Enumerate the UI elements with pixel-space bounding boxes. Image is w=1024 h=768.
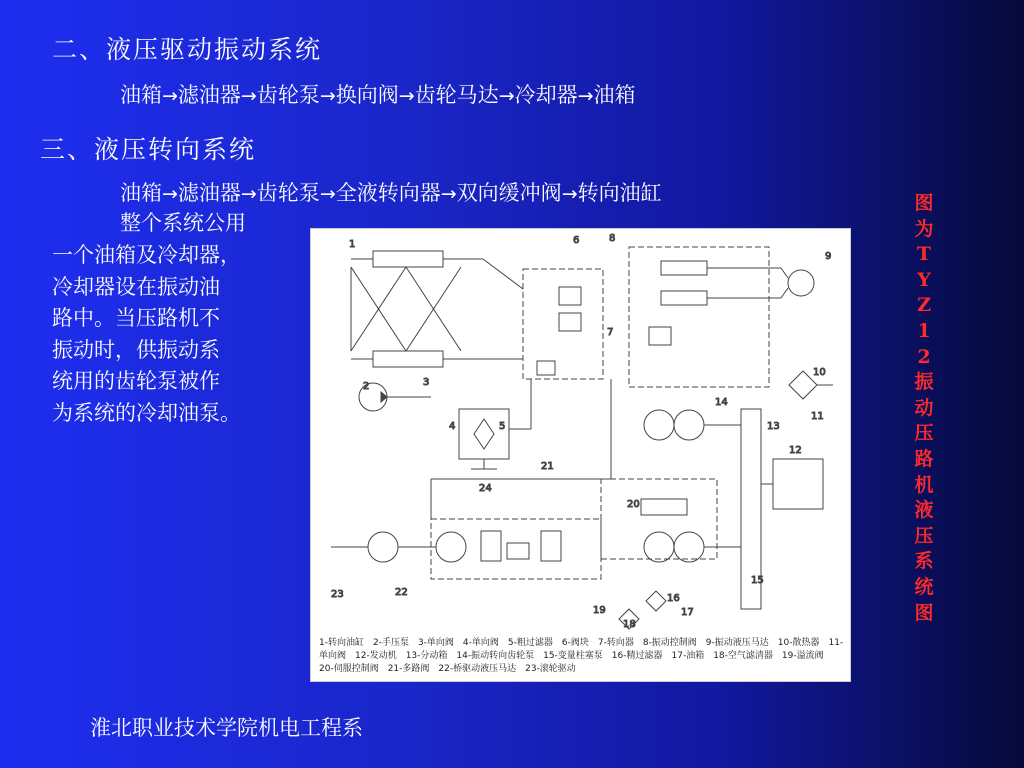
paragraph-line-3: 冷却器设在振动油 [52,274,220,299]
flow-item: 换向阀 [335,83,399,107]
paragraph-line-6: 统用的齿轮泵被作 [52,369,220,393]
paragraph-line-1: 整个系统公用 [120,211,246,235]
component-number: 4 [449,421,456,432]
flow-item: 双向缓冲阀 [456,181,562,205]
hydraulic-diagram [310,228,851,682]
caption-char: 1 [917,319,931,342]
paragraph-line-4: 路中。当压路机不 [52,306,220,330]
arrow-icon: → [561,183,578,205]
flow-item: 油箱 [120,181,162,205]
arrow-icon: → [319,85,336,107]
caption-char: 液 [914,499,934,522]
component-number: 2 [363,381,370,392]
arrow-icon: → [240,183,257,205]
component-number: 21 [541,461,554,472]
caption-char: 动 [914,396,934,419]
paragraph-line-5: 振动时，供振动系 [52,337,220,362]
caption-char: 机 [914,473,934,496]
caption-char: T [916,243,932,266]
caption-char: 压 [914,524,934,547]
flow-item: 齿轮泵 [256,181,320,205]
arrow-icon: → [398,85,415,107]
arrow-icon: → [577,85,594,107]
component-number: 10 [813,367,826,378]
flow-item: 转向油缸 [577,181,662,205]
flow-item: 滤油器 [177,181,241,205]
component-number: 9 [825,251,832,262]
schematic-drawing [311,229,850,634]
component-number: 22 [395,587,408,598]
component-number: 8 [609,233,616,244]
component-number: 1 [349,239,356,250]
component-number: 5 [499,421,506,432]
vertical-caption [912,191,936,626]
component-number: 17 [681,607,694,618]
arrow-icon: → [162,183,178,205]
section2-heading: 二、液压驱动振动系统 [52,35,323,64]
arrow-icon: → [319,183,336,205]
paragraph-body [52,240,307,429]
caption-char: 系 [914,550,934,573]
caption-char: 图 [914,601,934,624]
component-number: 19 [593,605,606,616]
flow-item: 油箱 [593,83,636,107]
component-number: 24 [479,483,492,494]
flow-item: 全液转向器 [335,181,441,205]
component-number: 18 [623,619,636,630]
flow-item: 油箱 [120,83,162,107]
arrow-icon: → [240,85,257,107]
diagram-legend: 1-转向油缸 2-手压泵 3-单向阀 4-单向阀 5-粗过滤器 6-阀块 7-转向器 8-振动控制阀 9-振动液压马达 10-散热器 11-单向阀 12-发动机 13-分动箱 14-振动转向齿轮泵 15-变量柱塞泵 16-精过滤器 17-油箱 18-空气滤清器 19-溢流阀 20-伺服控制阀 21-多路阀 22-桥驱动液压马达 23-滚轮驱动 [319,638,844,674]
section3-flow [120,177,662,207]
component-number: 20 [627,499,640,510]
paragraph-line-7: 为系统的冷却油泵。 [52,400,241,425]
component-number: 15 [751,575,764,586]
caption-char: 压 [914,422,934,445]
flow-item: 滤油器 [177,83,241,107]
flow-item: 齿轮马达 [414,83,499,107]
flow-item: 冷却器 [514,83,578,107]
component-number: 11 [811,411,824,422]
footer-text: 淮北职业技术学院机电工程系 [90,716,363,740]
component-number: 14 [715,397,728,408]
caption-char: 为 [914,217,934,240]
component-number: 6 [573,235,580,246]
caption-char: 统 [914,575,934,598]
arrow-icon: → [440,183,457,205]
component-number: 3 [423,377,430,388]
caption-char: Z [917,294,931,317]
paragraph-line-2: 一个油箱及冷却器， [52,243,241,267]
caption-char: 图 [914,192,934,214]
arrow-icon: → [162,85,178,107]
caption-char: Y [917,268,931,291]
section3-heading: 三、液压转向系统 [40,135,257,164]
component-number: 12 [789,445,802,456]
component-number: 16 [667,593,680,604]
section2-flow [120,79,636,109]
component-number: 7 [607,327,614,338]
caption-char: 振 [914,371,934,394]
flow-item: 齿轮泵 [256,83,320,107]
caption-char: 2 [917,345,931,368]
component-number: 13 [767,421,780,432]
arrow-icon: → [498,85,515,107]
caption-char: 路 [914,447,934,470]
component-number: 23 [331,589,344,600]
